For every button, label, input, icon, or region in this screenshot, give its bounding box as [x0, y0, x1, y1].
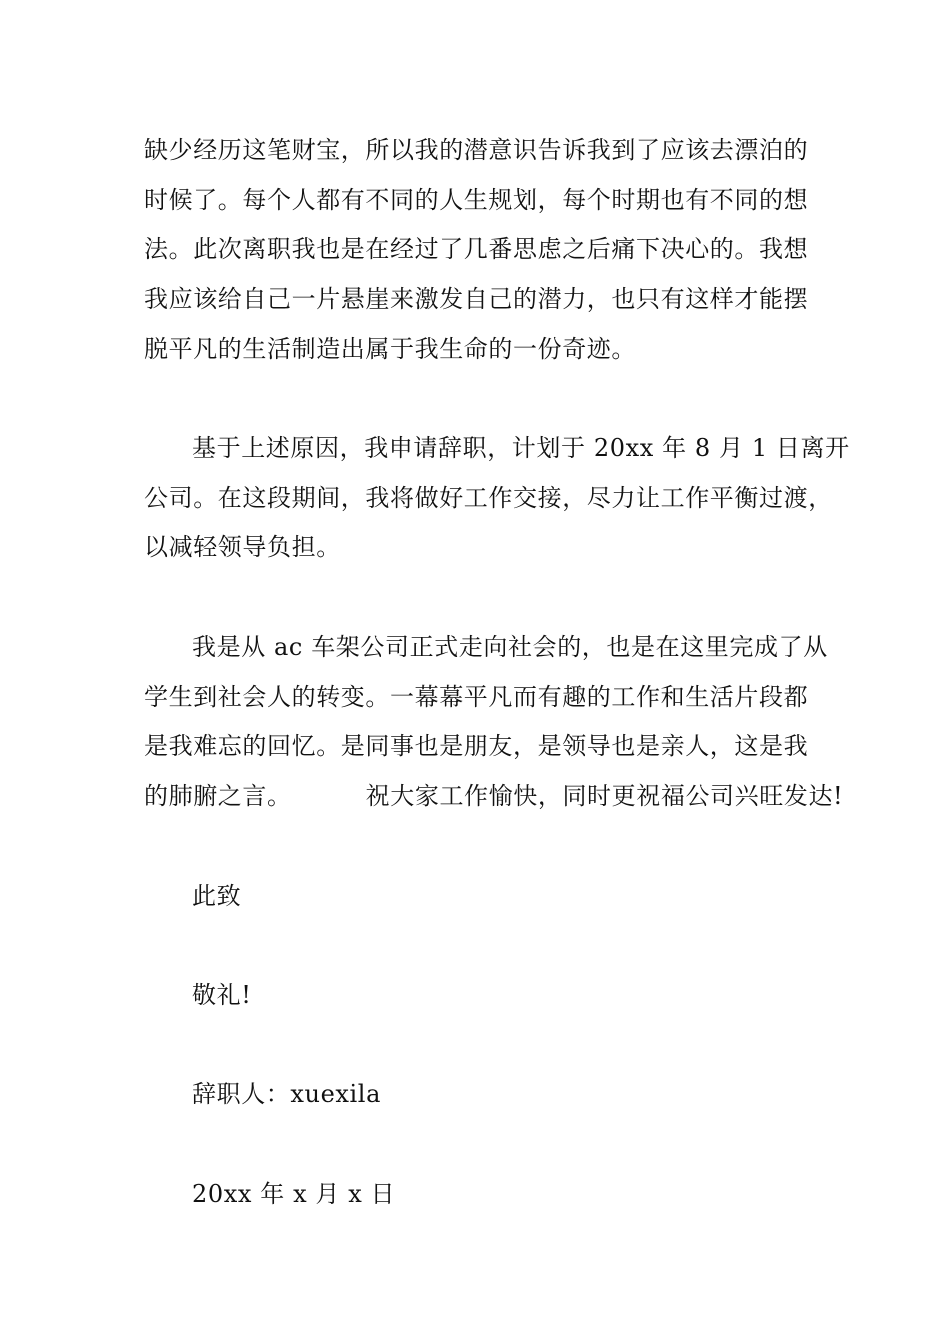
text-line: 公司。在这段期间，我将做好工作交接，尽力让工作平衡过渡， [144, 484, 833, 512]
text-line: 学生到社会人的转变。一幕幕平凡而有趣的工作和生活片段都 [144, 683, 809, 711]
text-line: 基于上述原因，我申请辞职，计划于 20xx 年 8 月 1 日离开 [192, 434, 850, 462]
signature-line: 辞职人：xuexila [192, 1080, 381, 1108]
text-line: 以减轻领导负担。 [144, 533, 341, 561]
salutation-text: 敬礼! [192, 981, 252, 1009]
text-line: 是我难忘的回忆。是同事也是朋友，是领导也是亲人，这是我 [144, 732, 809, 760]
text-line: 的肺腑之言。 祝大家工作愉快，同时更祝福公司兴旺发达! [144, 782, 844, 810]
text-line: 法。此次离职我也是在经过了几番思虑之后痛下决心的。我想 [144, 235, 809, 263]
text-line: 脱平凡的生活制造出属于我生命的一份奇迹。 [144, 335, 636, 363]
closing-text: 此致 [192, 882, 242, 910]
date-line: 20xx 年 x 月 x 日 [192, 1180, 396, 1208]
text-line: 我应该给自己一片悬崖来激发自己的潜力，也只有这样才能摆 [144, 285, 809, 313]
text-line: 时候了。每个人都有不同的人生规划，每个时期也有不同的想 [144, 186, 809, 214]
text-line: 我是从 ac 车架公司正式走向社会的，也是在这里完成了从 [192, 633, 828, 661]
text-line: 缺少经历这笔财宝，所以我的潜意识告诉我到了应该去漂泊的 [144, 136, 809, 164]
